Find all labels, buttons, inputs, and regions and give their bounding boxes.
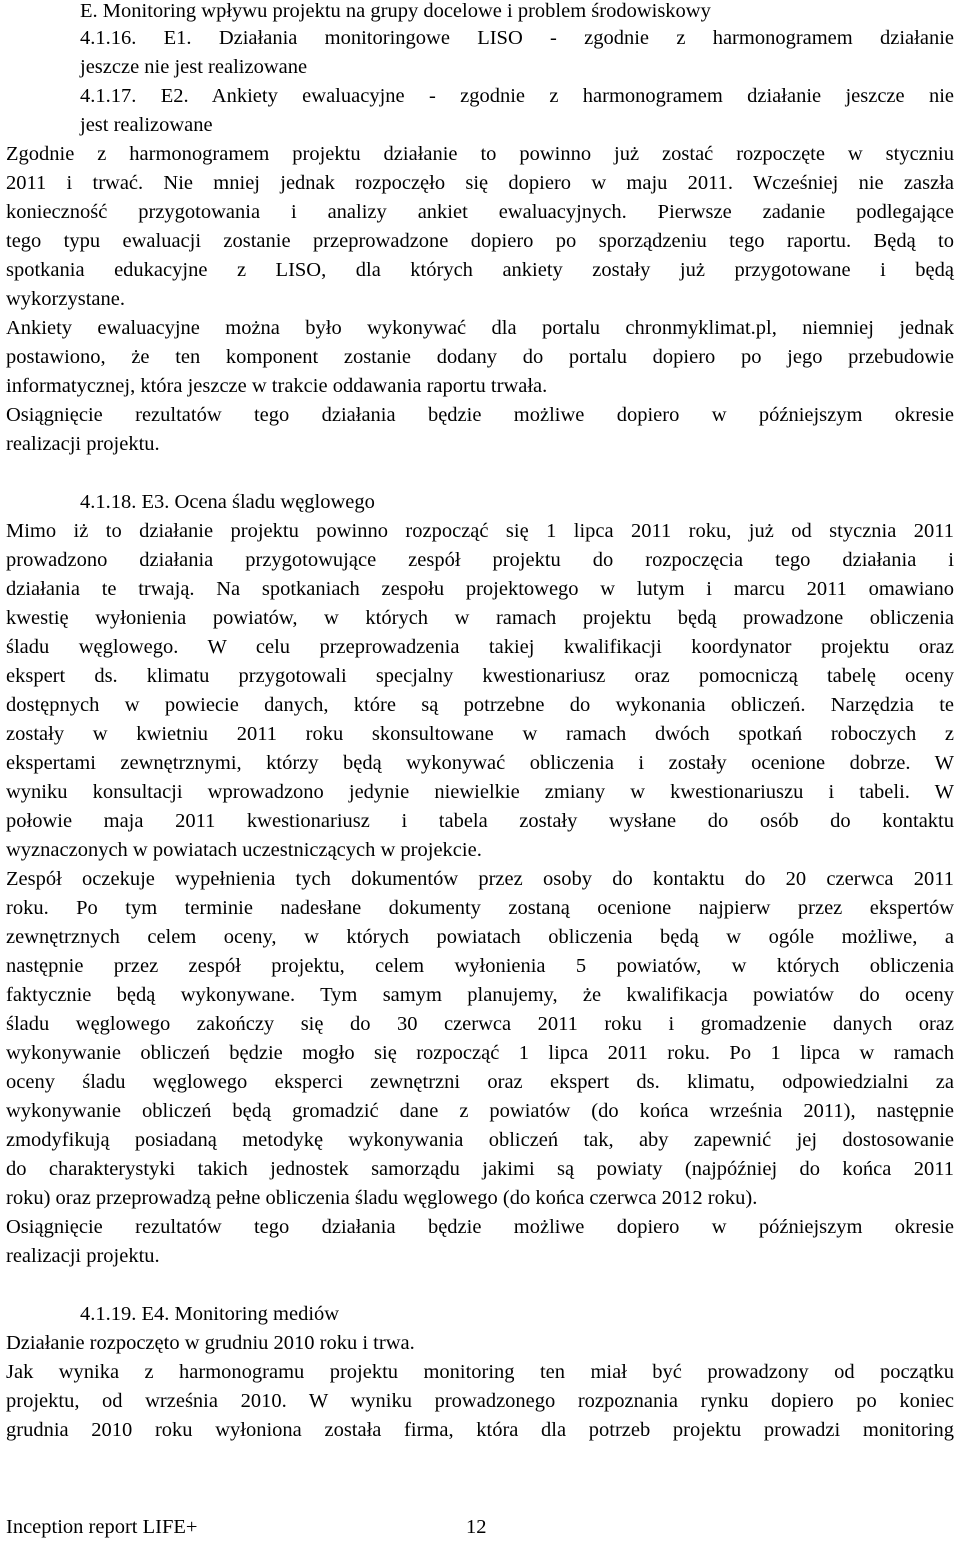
paragraph-line: wyznaczonych w powiatach uczestniczących w projekcie. [6,839,482,861]
section-heading: E. Monitoring wpływu projektu na grupy docelowe i problem środowiskowy [80,0,711,22]
paragraph-line: roku) oraz przeprowadzą pełne obliczenia śladu węglowego (do końca czerwca 2012 roku). [6,1187,758,1209]
paragraph-line: zostały w kwietniu 2011 roku skonsultowane w ramach dwóch spotkań roboczych z [6,723,954,745]
paragraph-line: tego typu ewaluacji zostanie przeprowadzone dopiero po sporządzeniu tego raportu. Będą to [6,230,954,252]
paragraph-line: faktycznie będą wykonywane. Tym samym planujemy, że kwalifikacja powiatów do oceny [6,984,954,1006]
paragraph-line: zmodyfikują posiadaną metodykę wykonywania obliczeń tak, aby zapewnić jej dostosowanie [6,1129,954,1151]
paragraph-line: roku. Po tym terminie nadesłane dokumenty zostaną ocenione najpierw przez ekspertów [6,897,954,919]
paragraph-line: Zgodnie z harmonogramem projektu działanie to powinno już zostać rozpoczęte w styczniu [6,143,954,165]
paragraph-line: Ankiety ewaluacyjne można było wykonywać dla portalu chronmyklimat.pl, niemniej jednak [6,317,954,339]
paragraph-line: Mimo iż to działanie projektu powinno rozpocząć się 1 lipca 2011 roku, już od stycznia 2011 [6,520,954,542]
paragraph-line: prowadzono działania przygotowujące zespół projektu do rozpoczęcia tego działania i [6,549,954,571]
paragraph-line: ekspertami zewnętrznymi, którzy będą wykonywać obliczenia i zostały ocenione dobrze. W [6,752,954,774]
paragraph-line: projektu, od września 2010. W wyniku prowadzonego rozpoznania rynku dopiero po koniec [6,1390,954,1412]
paragraph-line: do charakterystyki takich jednostek samorządu jakimi są powiaty (najpóźniej do końca 2011 [6,1158,954,1180]
paragraph-line: Zespół oczekuje wypełnienia tych dokumentów przez osoby do kontaktu do 20 czerwca 2011 [6,868,954,890]
paragraph-line: Jak wynika z harmonogramu projektu monitoring ten miał być prowadzony od początku [6,1361,954,1383]
paragraph-line: kwestię wyłonienia powiatów, w których w ramach projektu będą prowadzone obliczenia [6,607,954,629]
paragraph-line: spotkania edukacyjne z LISO, dla których ankiety zostały już przygotowane i będą [6,259,954,281]
paragraph-line: realizacji projektu. [6,1245,160,1267]
paragraph-line: ekspert ds. klimatu przygotowali specjalny kwestionariusz oraz pomocniczą tabelę oceny [6,665,954,687]
subsection-heading: 4.1.19. E4. Monitoring mediów [80,1303,340,1325]
paragraph-line: Osiągnięcie rezultatów tego działania będzie możliwe dopiero w późniejszym okresie [6,404,954,426]
paragraph-line: konieczność przygotowania i analizy ankiet ewaluacyjnych. Pierwsze zadanie podlegające [6,201,954,223]
paragraph-line: grudnia 2010 roku wyłoniona została firma, która dla potrzeb projektu prowadzi monitoring [6,1419,954,1441]
subsection-heading-cont: jest realizowane [80,114,213,136]
paragraph-line: oceny śladu węglowego eksperci zewnętrzni oraz ekspert ds. klimatu, odpowiedzialni za [6,1071,954,1093]
paragraph-line: realizacji projektu. [6,433,160,455]
paragraph-line: działania te trwają. Na spotkaniach zespołu projektowego w lutym i marcu 2011 omawiano [6,578,954,600]
paragraph-line: połowie maja 2011 kwestionariusz i tabela zostały wysłane do osób do kontaktu [6,810,954,832]
paragraph-line: Osiągnięcie rezultatów tego działania będzie możliwe dopiero w późniejszym okresie [6,1216,954,1238]
subsection-heading-cont: jeszcze nie jest realizowane [80,56,308,78]
footer-title: Inception report LIFE+ [6,1516,198,1538]
paragraph-line: śladu węglowego. W celu przeprowadzenia takiej kwalifikacji koordynator projektu oraz [6,636,954,658]
paragraph-line: śladu węglowego zakończy się do 30 czerwca 2011 roku i gromadzenie danych oraz [6,1013,954,1035]
paragraph-line: postawiono, że ten komponent zostanie dodany do portalu dopiero po jego przebudowie [6,346,954,368]
paragraph-line: wykonywanie obliczeń będzie mogło się rozpocząć 1 lipca 2011 roku. Po 1 lipca w ramach [6,1042,954,1064]
paragraph-line: 2011 i trwać. Nie mniej jednak rozpoczęło się dopiero w maju 2011. Wcześniej nie zaszła [6,172,954,194]
paragraph-line: wykorzystane. [6,288,125,310]
paragraph-line: Działanie rozpoczęto w grudniu 2010 roku i trwa. [6,1332,415,1354]
paragraph-line: informatycznej, która jeszcze w trakcie oddawania raportu trwała. [6,375,548,397]
paragraph-line: zewnętrznych celem oceny, w których powiatach obliczenia będą w ogóle możliwe, a [6,926,954,948]
paragraph-line: dostępnych w powiecie danych, które są potrzebne do wykonania obliczeń. Narzędzia te [6,694,954,716]
paragraph-line: wykonywanie obliczeń będą gromadzić dane z powiatów (do końca września 2011), następnie [6,1100,954,1122]
paragraph-line: wyniku konsultacji wprowadzono jedynie niewielkie zmiany w kwestionariuszu i tabeli. W [6,781,954,803]
subsection-heading: 4.1.18. E3. Ocena śladu węglowego [80,491,375,513]
subsection-heading: 4.1.16. E1. Działania monitoringowe LISO - zgodnie z harmonogramem działanie [80,27,954,49]
subsection-heading: 4.1.17. E2. Ankiety ewaluacyjne - zgodnie z harmonogramem działanie jeszcze nie [80,85,954,107]
footer-page-number: 12 [466,1516,487,1538]
paragraph-line: następnie przez zespół projektu, celem wyłonienia 5 powiatów, w których obliczenia [6,955,954,977]
